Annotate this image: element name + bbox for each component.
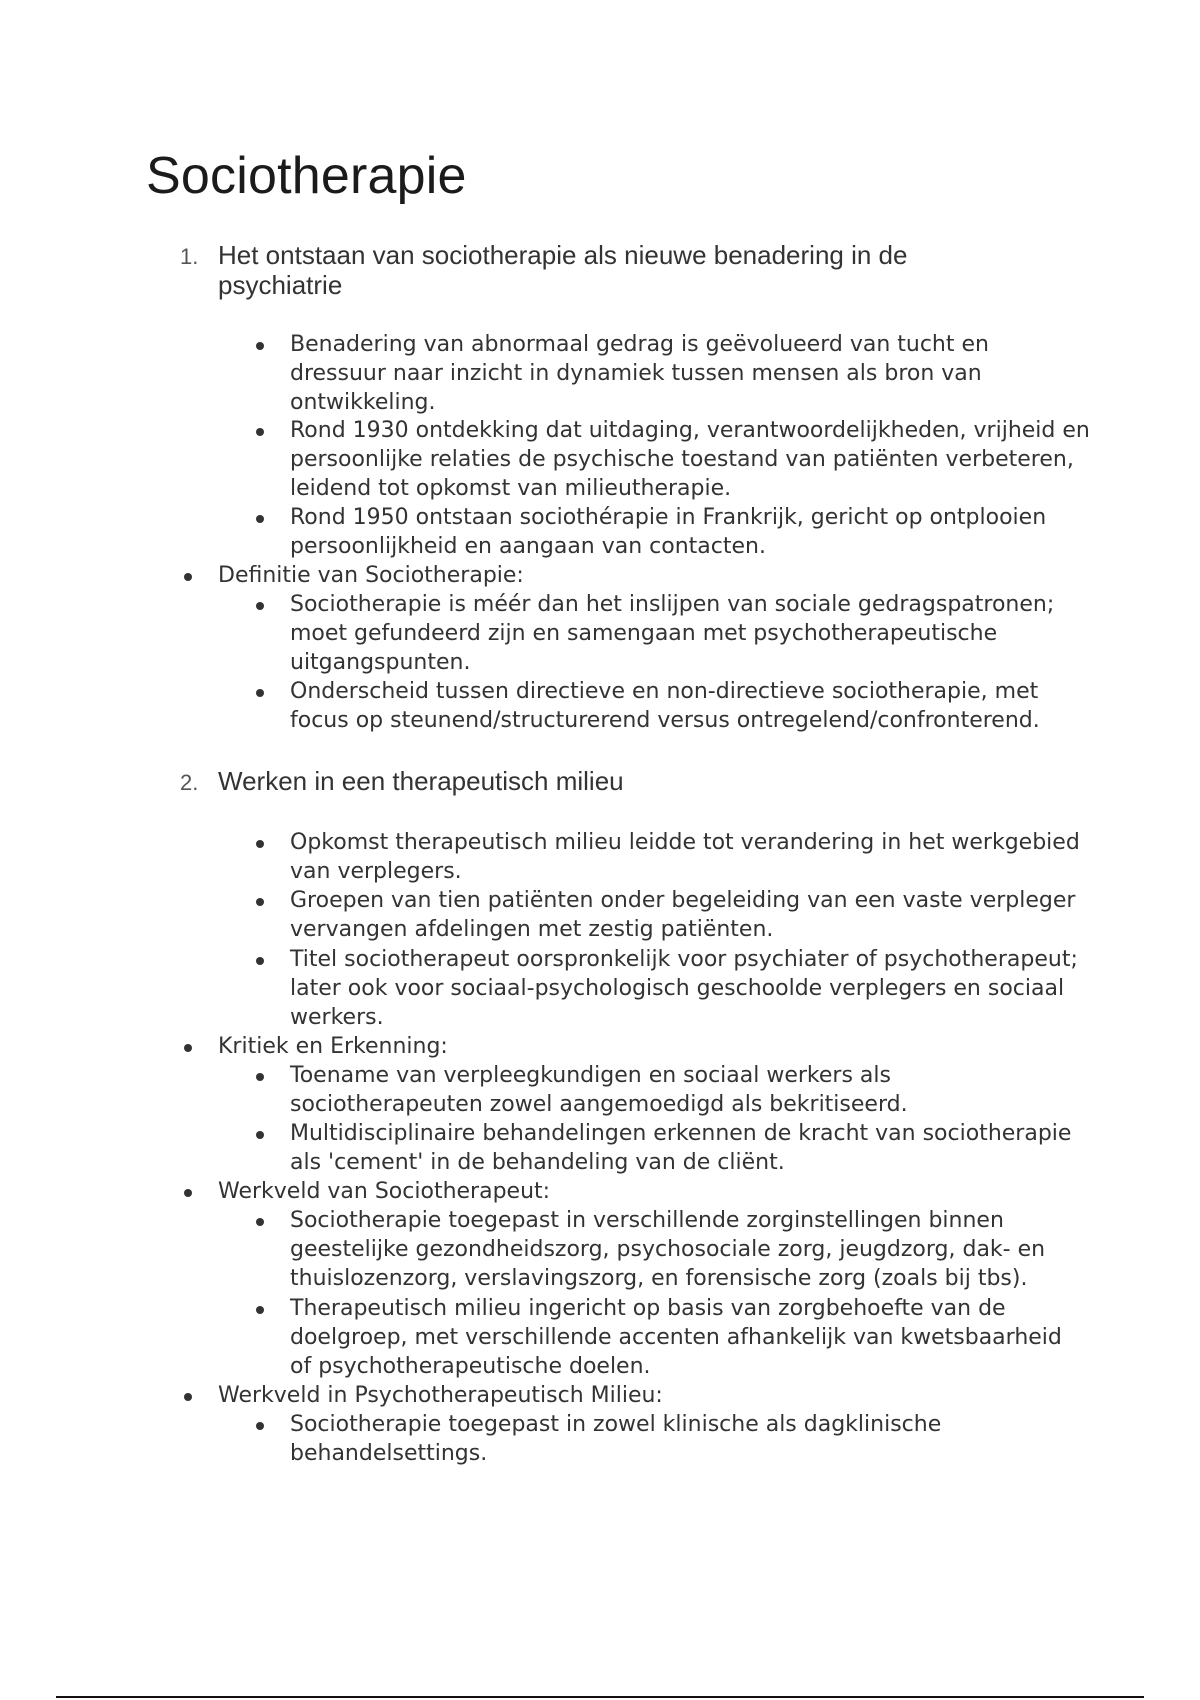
bullet-icon [256,957,264,965]
item-line: Sociotherapie toegepast in zowel klinische als dagklinische [290,1412,942,1437]
list-item [290,677,1040,735]
item-line: Opkomst therapeutisch milieu leidde tot verandering in het werkgebied [290,830,1080,855]
list-item [218,1381,663,1410]
section-number: 2. [180,770,199,795]
bullet-icon [256,898,264,906]
section-heading-1 [180,240,908,300]
heading-line: Het ontstaan van sociotherapie als nieuwe benadering in de [218,240,908,270]
item-line: Werkveld van Sociotherapeut: [218,1179,551,1204]
item-line: Groepen van tien patiënten onder begeleiding van een vaste verpleger [290,888,1076,913]
bullet-icon [256,515,264,523]
item-line: Toename van verpleegkundigen en sociaal werkers als [290,1063,891,1088]
bullet-icon [184,1189,192,1197]
item-line: persoonlijkheid en aangaan van contacten. [290,534,766,559]
list-item [290,945,1078,1032]
item-line: behandelsettings. [290,1441,488,1466]
list-item [290,503,1046,561]
bullet-icon [256,1306,264,1314]
item-line: Benadering van abnormaal gedrag is geëvolueerd van tucht en [290,332,989,357]
bullet-icon [256,1218,264,1226]
item-line: werkers. [290,1005,384,1030]
bullet-icon [256,428,264,436]
list-item [290,828,1080,886]
item-line: Rond 1950 ontstaan sociothérapie in Frankrijk, gericht op ontplooien [290,505,1047,530]
bullet-icon [256,342,264,350]
item-line: Multidisciplinaire behandelingen erkennen de kracht van sociotherapie [290,1121,1072,1146]
bullet-icon [256,1422,264,1430]
item-line: later ook voor sociaal-psychologisch geschoolde verplegers en sociaal [290,976,1065,1001]
bullet-icon [256,840,264,848]
list-item [290,1061,908,1119]
list-item [290,886,1075,944]
item-line: Werkveld in Psychotherapeutisch Milieu: [218,1383,663,1408]
list-item [290,330,989,417]
list-item [290,590,1054,677]
bullet-icon [184,1044,192,1052]
footer-divider [56,1696,1144,1698]
item-line: Definitie van Sociotherapie: [218,563,524,588]
item-line: Therapeutisch milieu ingericht op basis van zorgbehoefte van de [290,1296,1006,1321]
item-line: sociotherapeuten zowel aangemoedigd als bekritiseerd. [290,1092,908,1117]
item-line: als 'cement' in de behandeling van de cliënt. [290,1150,785,1175]
item-line: vervangen afdelingen met zestig patiënten. [290,917,774,942]
list-item [218,561,524,590]
section-number: 1. [180,244,199,269]
item-line: Rond 1930 ontdekking dat uitdaging, verantwoordelijkheden, vrijheid en [290,418,1090,443]
item-line: leidend tot opkomst van milieutherapie. [290,476,732,501]
item-line: van verplegers. [290,859,462,884]
item-line: geestelijke gezondheidszorg, psychosociale zorg, jeugdzorg, dak- en [290,1237,1046,1262]
list-item [290,1119,1071,1177]
section-heading-2 [180,766,624,796]
item-line: Sociotherapie toegepast in verschillende zorginstellingen binnen [290,1208,1004,1233]
item-line: uitgangspunten. [290,650,471,675]
item-line: Onderscheid tussen directieve en non-directieve sociotherapie, met [290,679,1039,704]
bullet-icon [256,1131,264,1139]
heading-line: psychiatrie [218,270,343,300]
item-line: Sociotherapie is méér dan het inslijpen van sociale gedragspatronen; [290,592,1055,617]
item-line: moet gefundeerd zijn en samengaan met psychotherapeutische [290,621,998,646]
item-line: doelgroep, met verschillende accenten afhankelijk van kwetsbaarheid [290,1325,1062,1350]
item-line: focus op steunend/structurerend versus ontregelend/confronterend. [290,708,1040,733]
item-line: ontwikkeling. [290,390,436,415]
bullet-icon [256,1073,264,1081]
bullet-icon [256,689,264,697]
item-line: of psychotherapeutische doelen. [290,1354,651,1379]
list-item [218,1032,448,1061]
page-title: Sociotherapie [146,147,467,205]
item-line: Titel sociotherapeut oorspronkelijk voor psychiater of psychotherapeut; [290,947,1078,972]
item-line: Kritiek en Erkenning: [218,1034,448,1059]
item-line: persoonlijke relaties de psychische toestand van patiënten verbeteren, [290,447,1074,472]
item-line: thuislozenzorg, verslavingszorg, en forensische zorg (zoals bij tbs). [290,1266,1028,1291]
list-item [290,1410,941,1468]
heading-line: Werken in een therapeutisch milieu [218,766,624,796]
list-item [290,1206,1045,1293]
item-line: dressuur naar inzicht in dynamiek tussen mensen als bron van [290,361,982,386]
list-item [218,1177,550,1206]
bullet-icon [256,602,264,610]
list-item [290,416,1090,503]
bullet-icon [184,573,192,581]
bullet-icon [184,1393,192,1401]
list-item [290,1294,1062,1381]
